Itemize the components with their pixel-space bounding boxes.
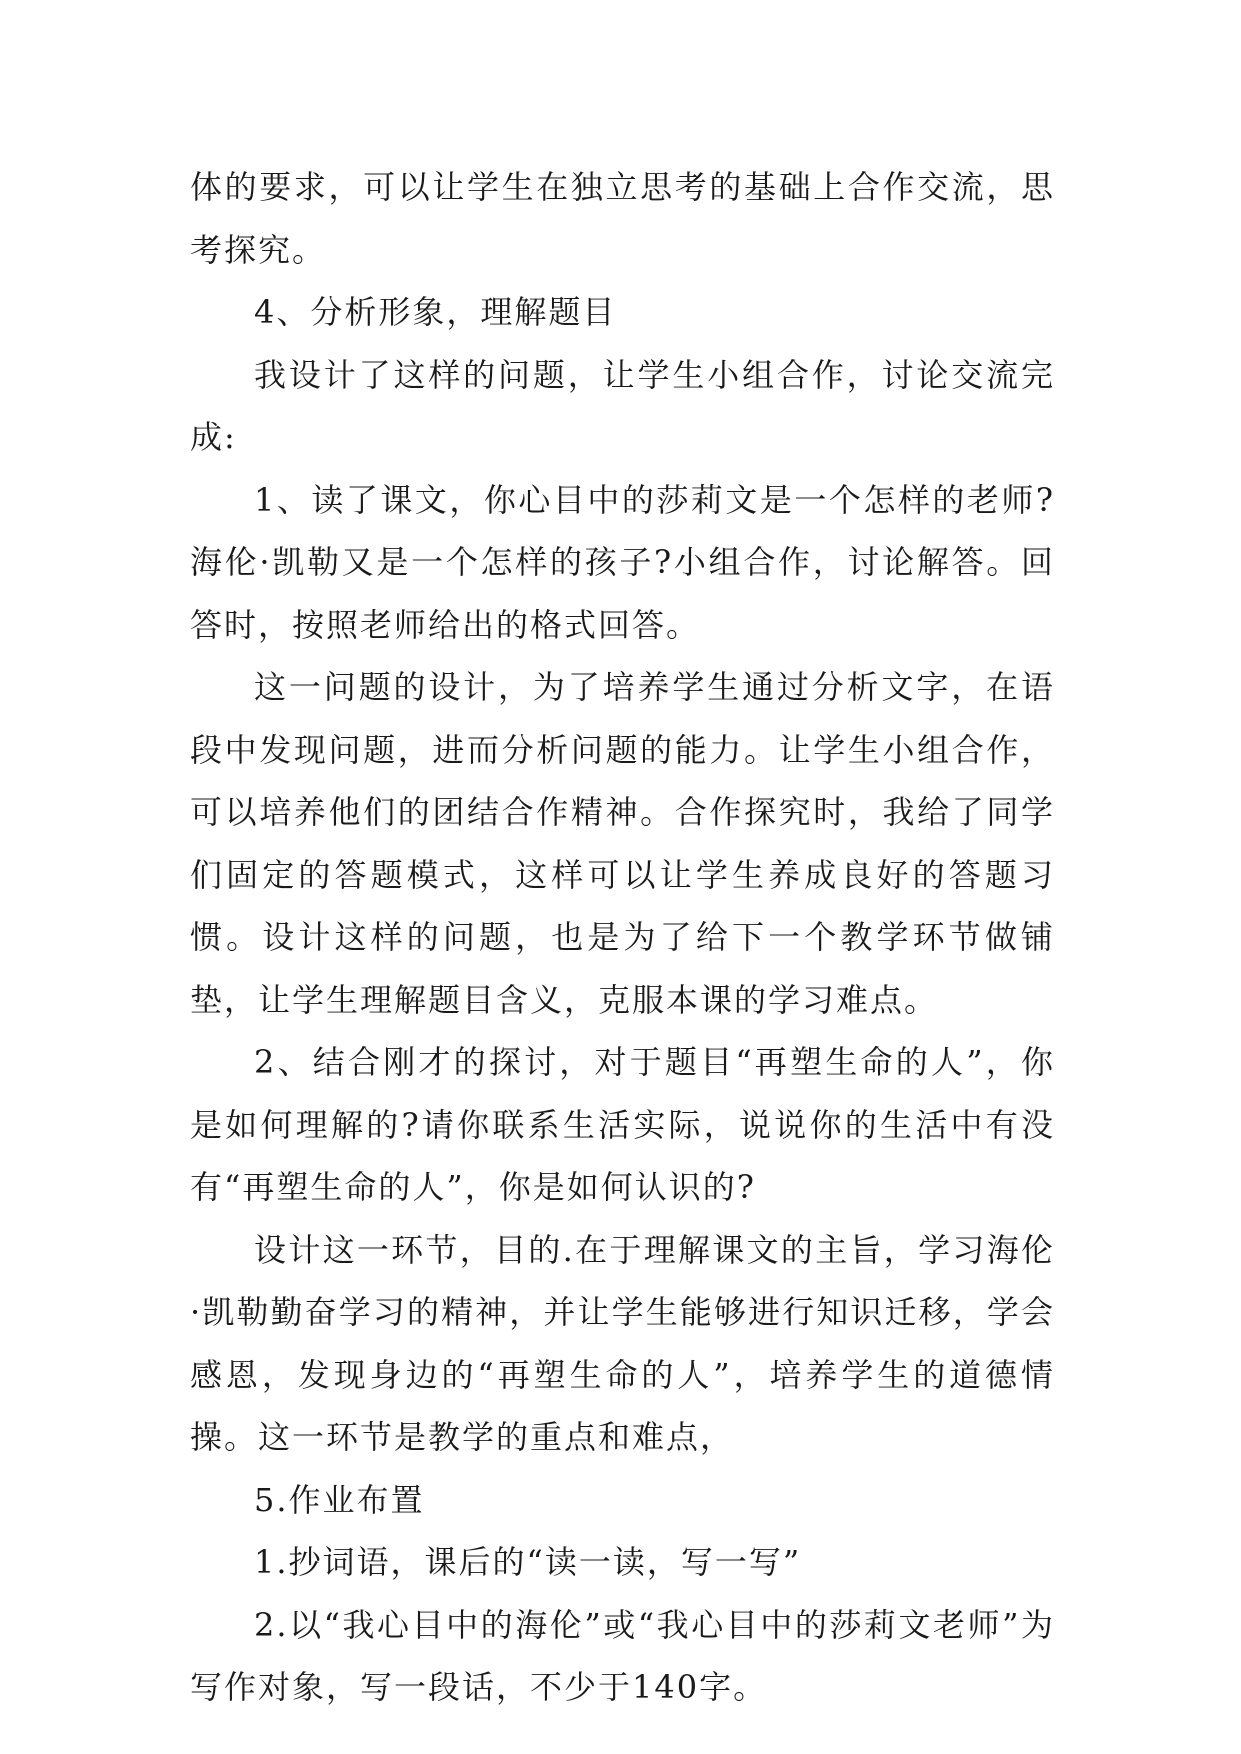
paragraph-question-1-rationale: 这一问题的设计，为了培养学生通过分析文字，在语段中发现问题，进而分析问题的能力。让学生小组合作，可以培养他们的团结合作精神。合作探究时，我给了同学们固定的答题模式，这样可以让学生养成良好的答题习惯。设计这样的问题，也是为了给下一个教学环节做铺垫，让学生理解题目含义，克服本课的学习难点。 [190,668,1055,1019]
paragraph-question-2-rationale: 设计这一环节，目的.在于理解课文的主旨，学习海伦·凯勒勤奋学习的精神，并让学生能够进行知识迁移，学会感恩，发现身边的“再塑生命的人”，培养学生的道德情操。这一环节是教学的重点和难点， [190,1230,1055,1456]
homework-item-1: 1.抄词语，课后的“读一读，写一写” [254,1543,802,1581]
paragraph-question-2: 2、结合刚才的探讨，对于题目“再塑生命的人”，你是如何理解的?请你联系生活实际，说说你的生活中有没有“再塑生命的人”，你是如何认识的? [190,1043,1055,1206]
paragraph-1: 体的要求，可以让学生在独立思考的基础上合作交流，思考探究。 [190,168,1055,269]
section-heading-analyze: 4、分析形象，理解题目 [254,293,617,331]
document-body [190,156,1055,1719]
paragraph-question-1: 1、读了课文，你心目中的莎莉文是一个怎样的老师?海伦·凯勒又是一个怎样的孩子?小组合作，讨论解答。回答时，按照老师给出的格式回答。 [190,480,1055,644]
homework-item-2: 2.以“我心目中的海伦”或“我心目中的莎莉文老师”为写作对象，写一段话，不少于140字。 [190,1605,1055,1706]
section-heading-homework: 5.作业布置 [254,1480,425,1519]
paragraph-question-intro: 我设计了这样的问题，让学生小组合作，讨论交流完成: [190,355,1055,456]
